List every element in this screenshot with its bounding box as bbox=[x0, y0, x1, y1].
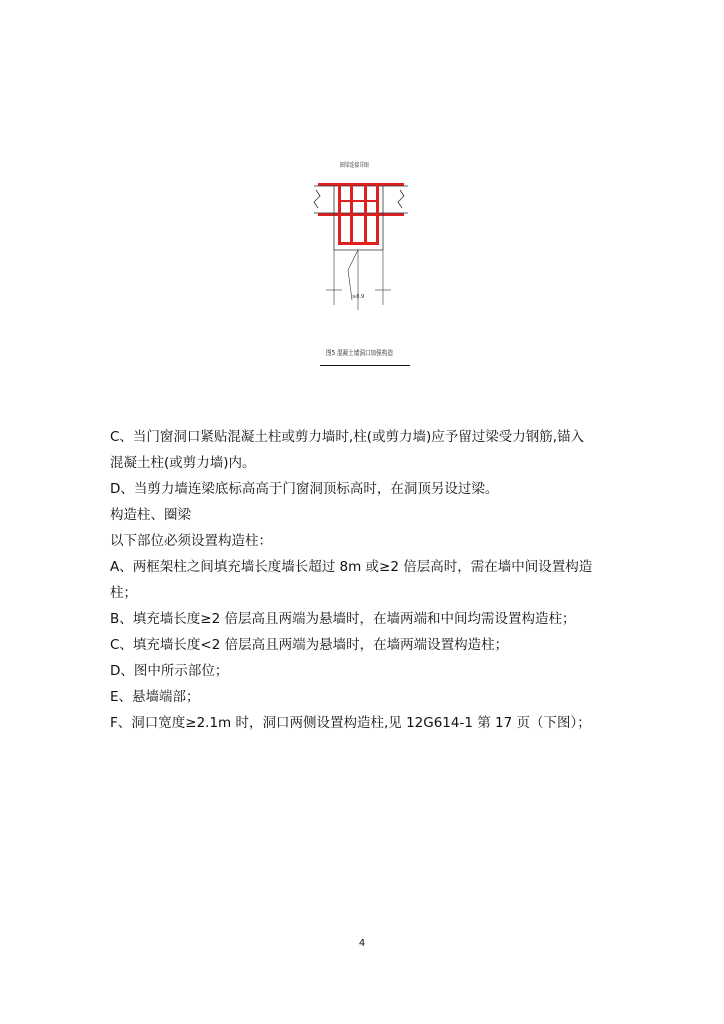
paragraph-line: 以下部位必须设置构造柱： bbox=[110, 533, 272, 549]
construction-detail-figure bbox=[300, 150, 420, 370]
paragraph-line: 柱； bbox=[110, 585, 137, 601]
paragraph-line: A、两框架柱之间填充墙长度墙长超过 8m 或≥2 倍层高时，需在墙中间设置构造 bbox=[110, 559, 593, 575]
column-stirrup-bottom bbox=[338, 242, 379, 245]
body-text bbox=[110, 424, 620, 736]
paragraph-line: C、当门窗洞口紧贴混凝土柱或剪力墙时,柱(或剪力墙)应予留过梁受力钢筋,锚入 bbox=[110, 429, 585, 445]
paragraph-line: B、填充墙长度≥2 倍层高且两端为悬墙时，在墙两端和中间均需设置构造柱； bbox=[110, 611, 576, 627]
caption-underline bbox=[320, 365, 410, 366]
column-stirrup-mid bbox=[338, 200, 379, 202]
column-rebar-2 bbox=[350, 183, 353, 245]
figure-top-label: 圈梁连接详图 bbox=[340, 162, 369, 169]
paragraph-line: C、填充墙长度<2 倍层高且两端为悬墙时，在墙两端设置构造柱； bbox=[110, 637, 509, 653]
paragraph-line: D、当剪力墙连梁底标高高于门窗洞顶标高时，在洞顶另设过梁。 bbox=[110, 481, 499, 497]
beam-rebar-bottom bbox=[318, 213, 404, 216]
section-heading: 构造柱、圈梁 bbox=[110, 507, 191, 523]
beam-rebar-top bbox=[318, 183, 404, 186]
paragraph-line: 混凝土柱(或剪力墙)内。 bbox=[110, 455, 256, 471]
paragraph-line: D、图中所示部位； bbox=[110, 663, 229, 679]
leader-line bbox=[348, 250, 358, 300]
page-number: 4 bbox=[358, 938, 366, 949]
break-mark-left bbox=[314, 190, 320, 208]
figure-note: ≥0.9 bbox=[352, 294, 365, 300]
column-rebar-3 bbox=[364, 183, 367, 245]
paragraph-line: E、悬墙端部； bbox=[110, 689, 200, 705]
break-mark-right bbox=[398, 190, 404, 208]
column-rebar-1 bbox=[338, 183, 341, 245]
column-rebar-4 bbox=[376, 183, 379, 245]
detail-drawing bbox=[300, 150, 420, 340]
figure-caption: 图5 混凝土墙洞口加强构造 bbox=[326, 349, 393, 357]
paragraph-line: F、洞口宽度≥2.1m 时，洞口两侧设置构造柱,见 12G614-1 第 17 页（下图）； bbox=[110, 715, 591, 731]
